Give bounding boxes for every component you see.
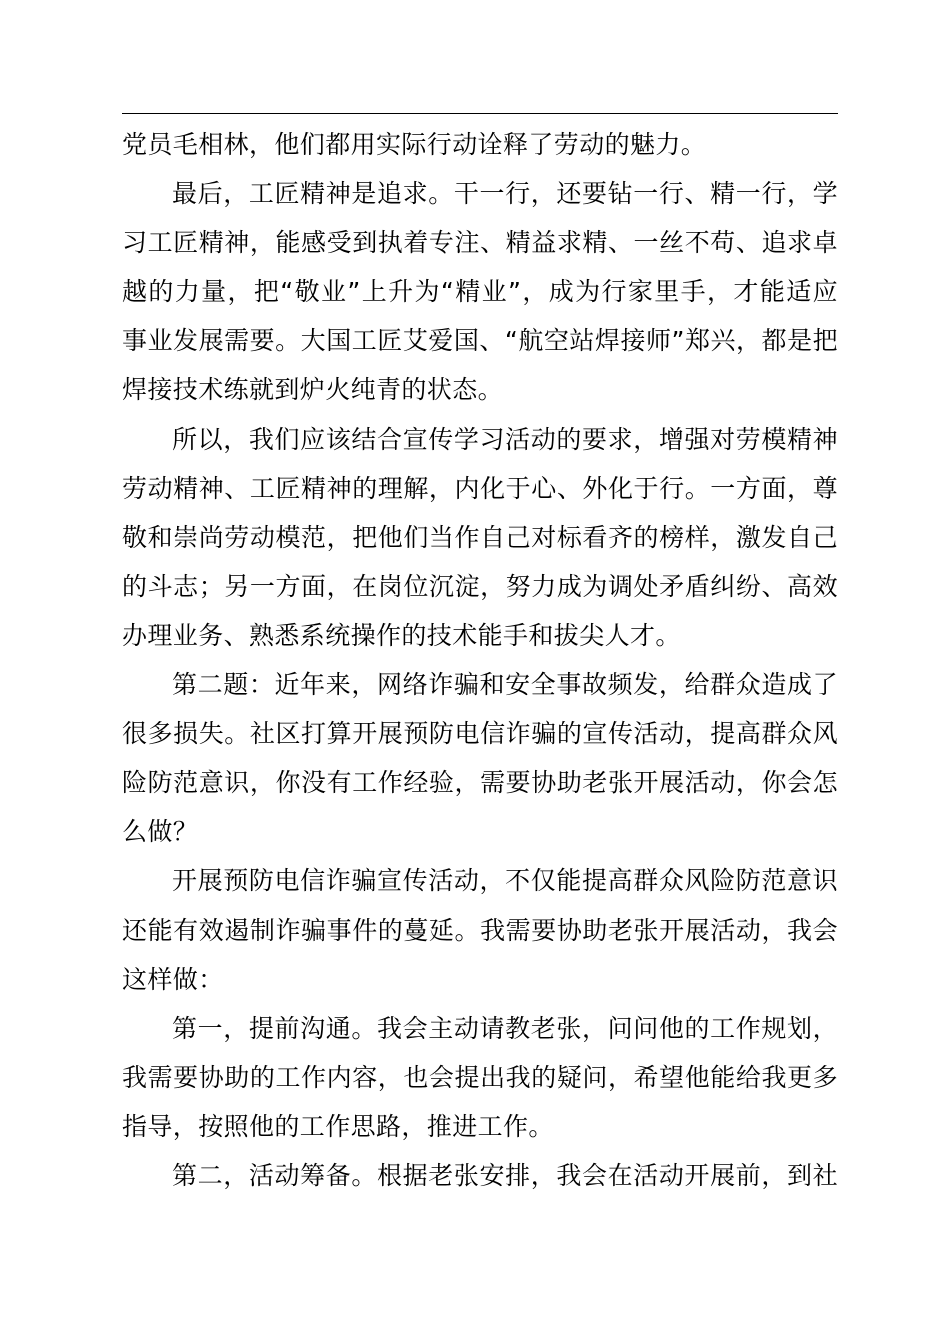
text-line: 的斗志；另一方面，在岗位沉淀，努力成为调处矛盾纠纷、高效 [122,571,838,601]
text-line: 我需要协助的工作内容，也会提出我的疑问，希望他能给我更多 [122,1062,838,1092]
text-line: 越的力量，把“敬业”上升为“精业”，成为行家里手，才能适应 [122,277,838,307]
text-line: 事业发展需要。大国工匠艾爱国、“航空站焊接师”郑兴，都是把 [122,326,838,356]
text-line: 最后，工匠精神是追求。干一行，还要钻一行、精一行，学 [172,179,838,209]
text-line: 这样做： [122,964,224,994]
header-rule [122,113,838,114]
text-line: 劳动精神、工匠精神的理解，内化于心、外化于行。一方面，尊 [122,473,838,503]
text-line: 第一，提前沟通。我会主动请教老张，问问他的工作规划， [172,1013,838,1043]
text-line: 党员毛相林，他们都用实际行动诠释了劳动的魅力。 [122,130,707,159]
text-line: 还能有效遏制诈骗事件的蔓延。我需要协助老张开展活动，我会 [122,915,838,945]
text-line: 所以，我们应该结合宣传学习活动的要求，增强对劳模精神 [172,424,838,454]
text-line: 焊接技术练就到炉火纯青的状态。 [122,375,504,405]
text-line: 敬和崇尚劳动模范，把他们当作自己对标看齐的榜样，激发自己 [122,522,838,552]
text-line: 么做？ [122,817,199,847]
text-line: 很多损失。社区打算开展预防电信诈骗的宣传活动，提高群众风 [122,719,838,749]
text-line: 险防范意识，你没有工作经验，需要协助老张开展活动，你会怎 [122,768,838,798]
body-text [122,120,838,1200]
text-line: 办理业务、熟悉系统操作的技术能手和拔尖人才。 [122,620,681,650]
text-line: 指导，按照他的工作思路，推进工作。 [122,1111,554,1141]
text-line: 习工匠精神，能感受到执着专注、精益求精、一丝不苟、追求卓 [122,228,838,258]
text-line: 第二题：近年来，网络诈骗和安全事故频发，给群众造成了 [172,670,838,700]
text-line: 开展预防电信诈骗宣传活动，不仅能提高群众风险防范意识 [172,866,838,896]
text-line: 第二，活动筹备。根据老张安排，我会在活动开展前，到社 [172,1160,838,1190]
